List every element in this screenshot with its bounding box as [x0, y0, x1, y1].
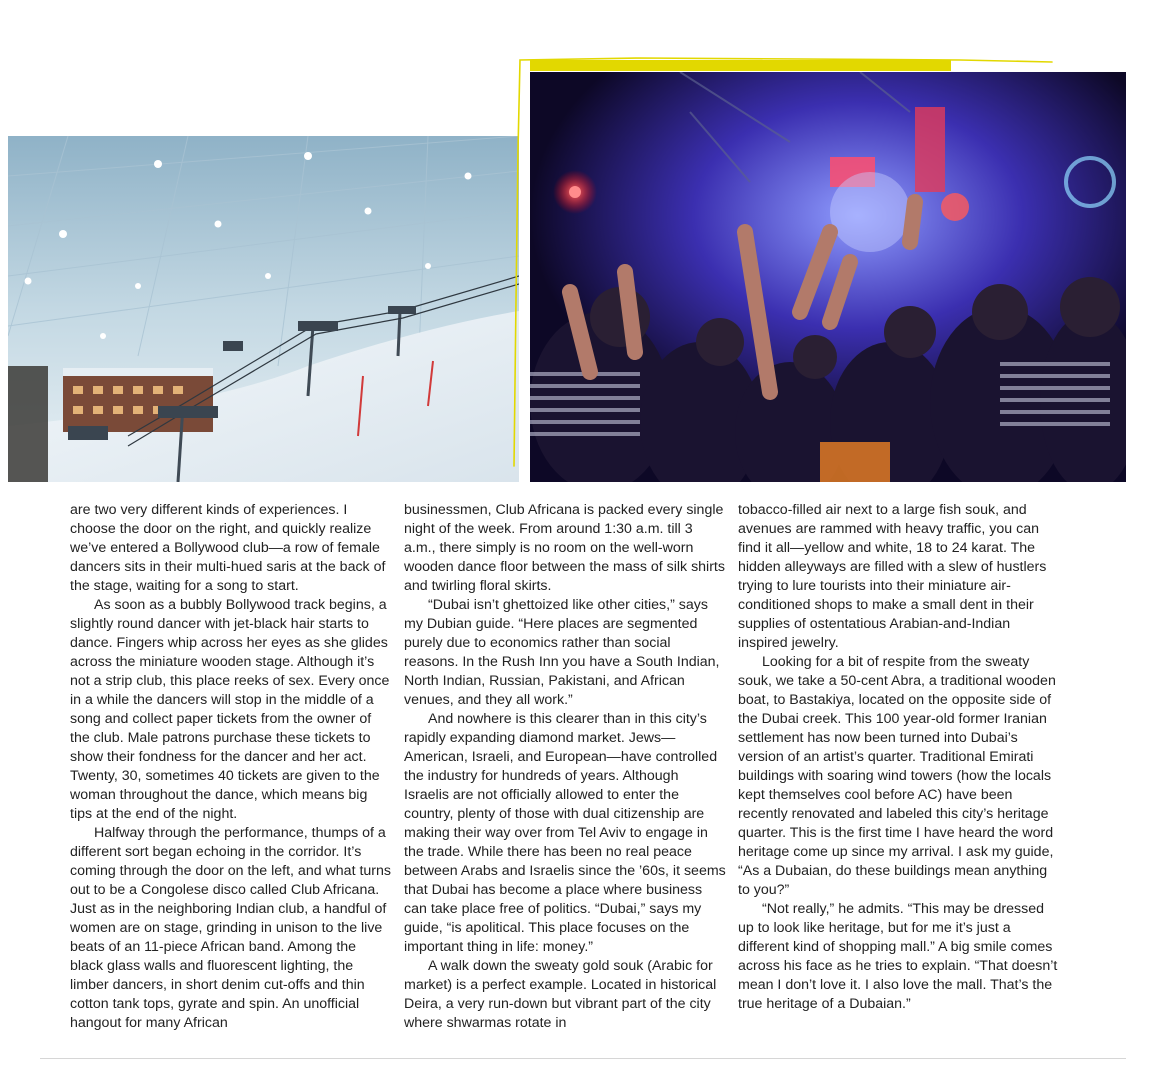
- article-column-2: [404, 501, 726, 1033]
- paragraph: Looking for a bit of respite from the sweaty souk, we take a 50-cent Abra, a traditional wooden boat, to Bastakiya, located on the opposite side of the Dubai creek. This 100 year-old former Iranian settlement has now been turned into Dubai’s version of an artist’s quarter. Traditional Emirati buildings with soaring wind towers (how the locals kept themselves cool before AC) have been recently renovated and labeled this city’s heritage quarter. This is the first time I have heard the word heritage come up since my arrival. I ask my guide, “As a Dubaian, do these buildings mean anything to you?”: [738, 654, 1056, 898]
- ski-slope-illustration: [8, 136, 519, 482]
- nightclub-illustration: [530, 72, 1126, 482]
- nightclub-photo: [530, 72, 1126, 482]
- article-column-3: [738, 501, 1060, 1014]
- paragraph: tobacco-filled air next to a large fish souk, and avenues are rammed with heavy traffic, you can find it all—yellow and white, 18 to 24 karat. The hidden alleyways are filled with a slew of hustlers trying to lure tourists into their miniature air-conditioned shops to make a small dent in their supplies of ostentatious Arabian-and-Indian inspired jewelry.: [738, 502, 1047, 651]
- paragraph: And nowhere is this clearer than in this city’s rapidly expanding diamond market. Jews—American, Israeli, and European—have controlled the industry for hundreds of years. Although Israelis are not officially allowed to enter the country, plenty of those with dual citizenship are making their way over from Tel Aviv to engage in the trade. While there has been no real peace between Arabs and Israelis since the ’60s, it seems that Dubai has become a place where business can take place free of politics. “Dubai,” says my guide, “is apolitical. This place focuses on the important thing in life: money.”: [404, 711, 726, 955]
- paragraph: Halfway through the performance, thumps of a different sort began echoing in the corridor. It’s coming through the door on the left, and what turns out to be a Congolese disco called Club Africana. Just as in the neighboring Indian club, a handful of women are on stage, grinding in unison to the live beats of an 11-piece African band. Among the black glass walls and fluorescent lighting, the limber dancers, in short denim cut-offs and thin cotton tank tops, gyrate and spin. An unofficial hangout for many African: [70, 825, 391, 1031]
- ski-slope-photo: [8, 136, 519, 482]
- bottom-divider: [40, 1058, 1126, 1059]
- yellow-highlight-bar: [530, 60, 951, 71]
- paragraph: A walk down the sweaty gold souk (Arabic for market) is a perfect example. Located in historical Deira, a very run-down but vibrant part of the city where shwarmas rotate in: [404, 958, 717, 1031]
- paragraph: businessmen, Club Africana is packed every single night of the week. From around 1:30 a.m. till 3 a.m., there simply is no room on the well-worn wooden dance floor between the mass of silk shirts and twirling floral skirts.: [404, 502, 725, 594]
- paragraph: As soon as a bubbly Bollywood track begins, a slightly round dancer with jet-black hair starts to dance. Fingers whip across her eyes as she glides across the miniature wooden stage. Although it’s not a strip club, this place reeks of sex. Every once in a while the dancers will stop in the middle of a song and collect paper tickets from the owner of the club. Male patrons purchase these tickets to show their fondness for the dancer and her act. Twenty, 30, sometimes 40 tickets are given to the woman throughout the dance, which means big tips at the end of the night.: [70, 597, 390, 822]
- paragraph: are two very different kinds of experiences. I choose the door on the right, and quickly realize we’ve entered a Bollywood club—a row of female dancers sits in their multi-hued saris at the back of the stage, waiting for a song to start.: [70, 502, 386, 594]
- paragraph: “Dubai isn’t ghettoized like other cities,” says my Dubian guide. “Here places are segmented purely due to economics rather than social reasons. In the Rush Inn you have a South Indian, North Indian, Russian, Pakistani, and African venues, and they all work.”: [404, 597, 720, 708]
- article-column-1: [70, 501, 392, 1033]
- paragraph: “Not really,” he admits. “This may be dressed up to look like heritage, but for me it’s just a different kind of shopping mall.” A big smile comes across his face as he tries to explain. “That doesn’t mean I don’t love it. I also love the mall. That’s the true heritage of a Dubaian.”: [738, 901, 1058, 1012]
